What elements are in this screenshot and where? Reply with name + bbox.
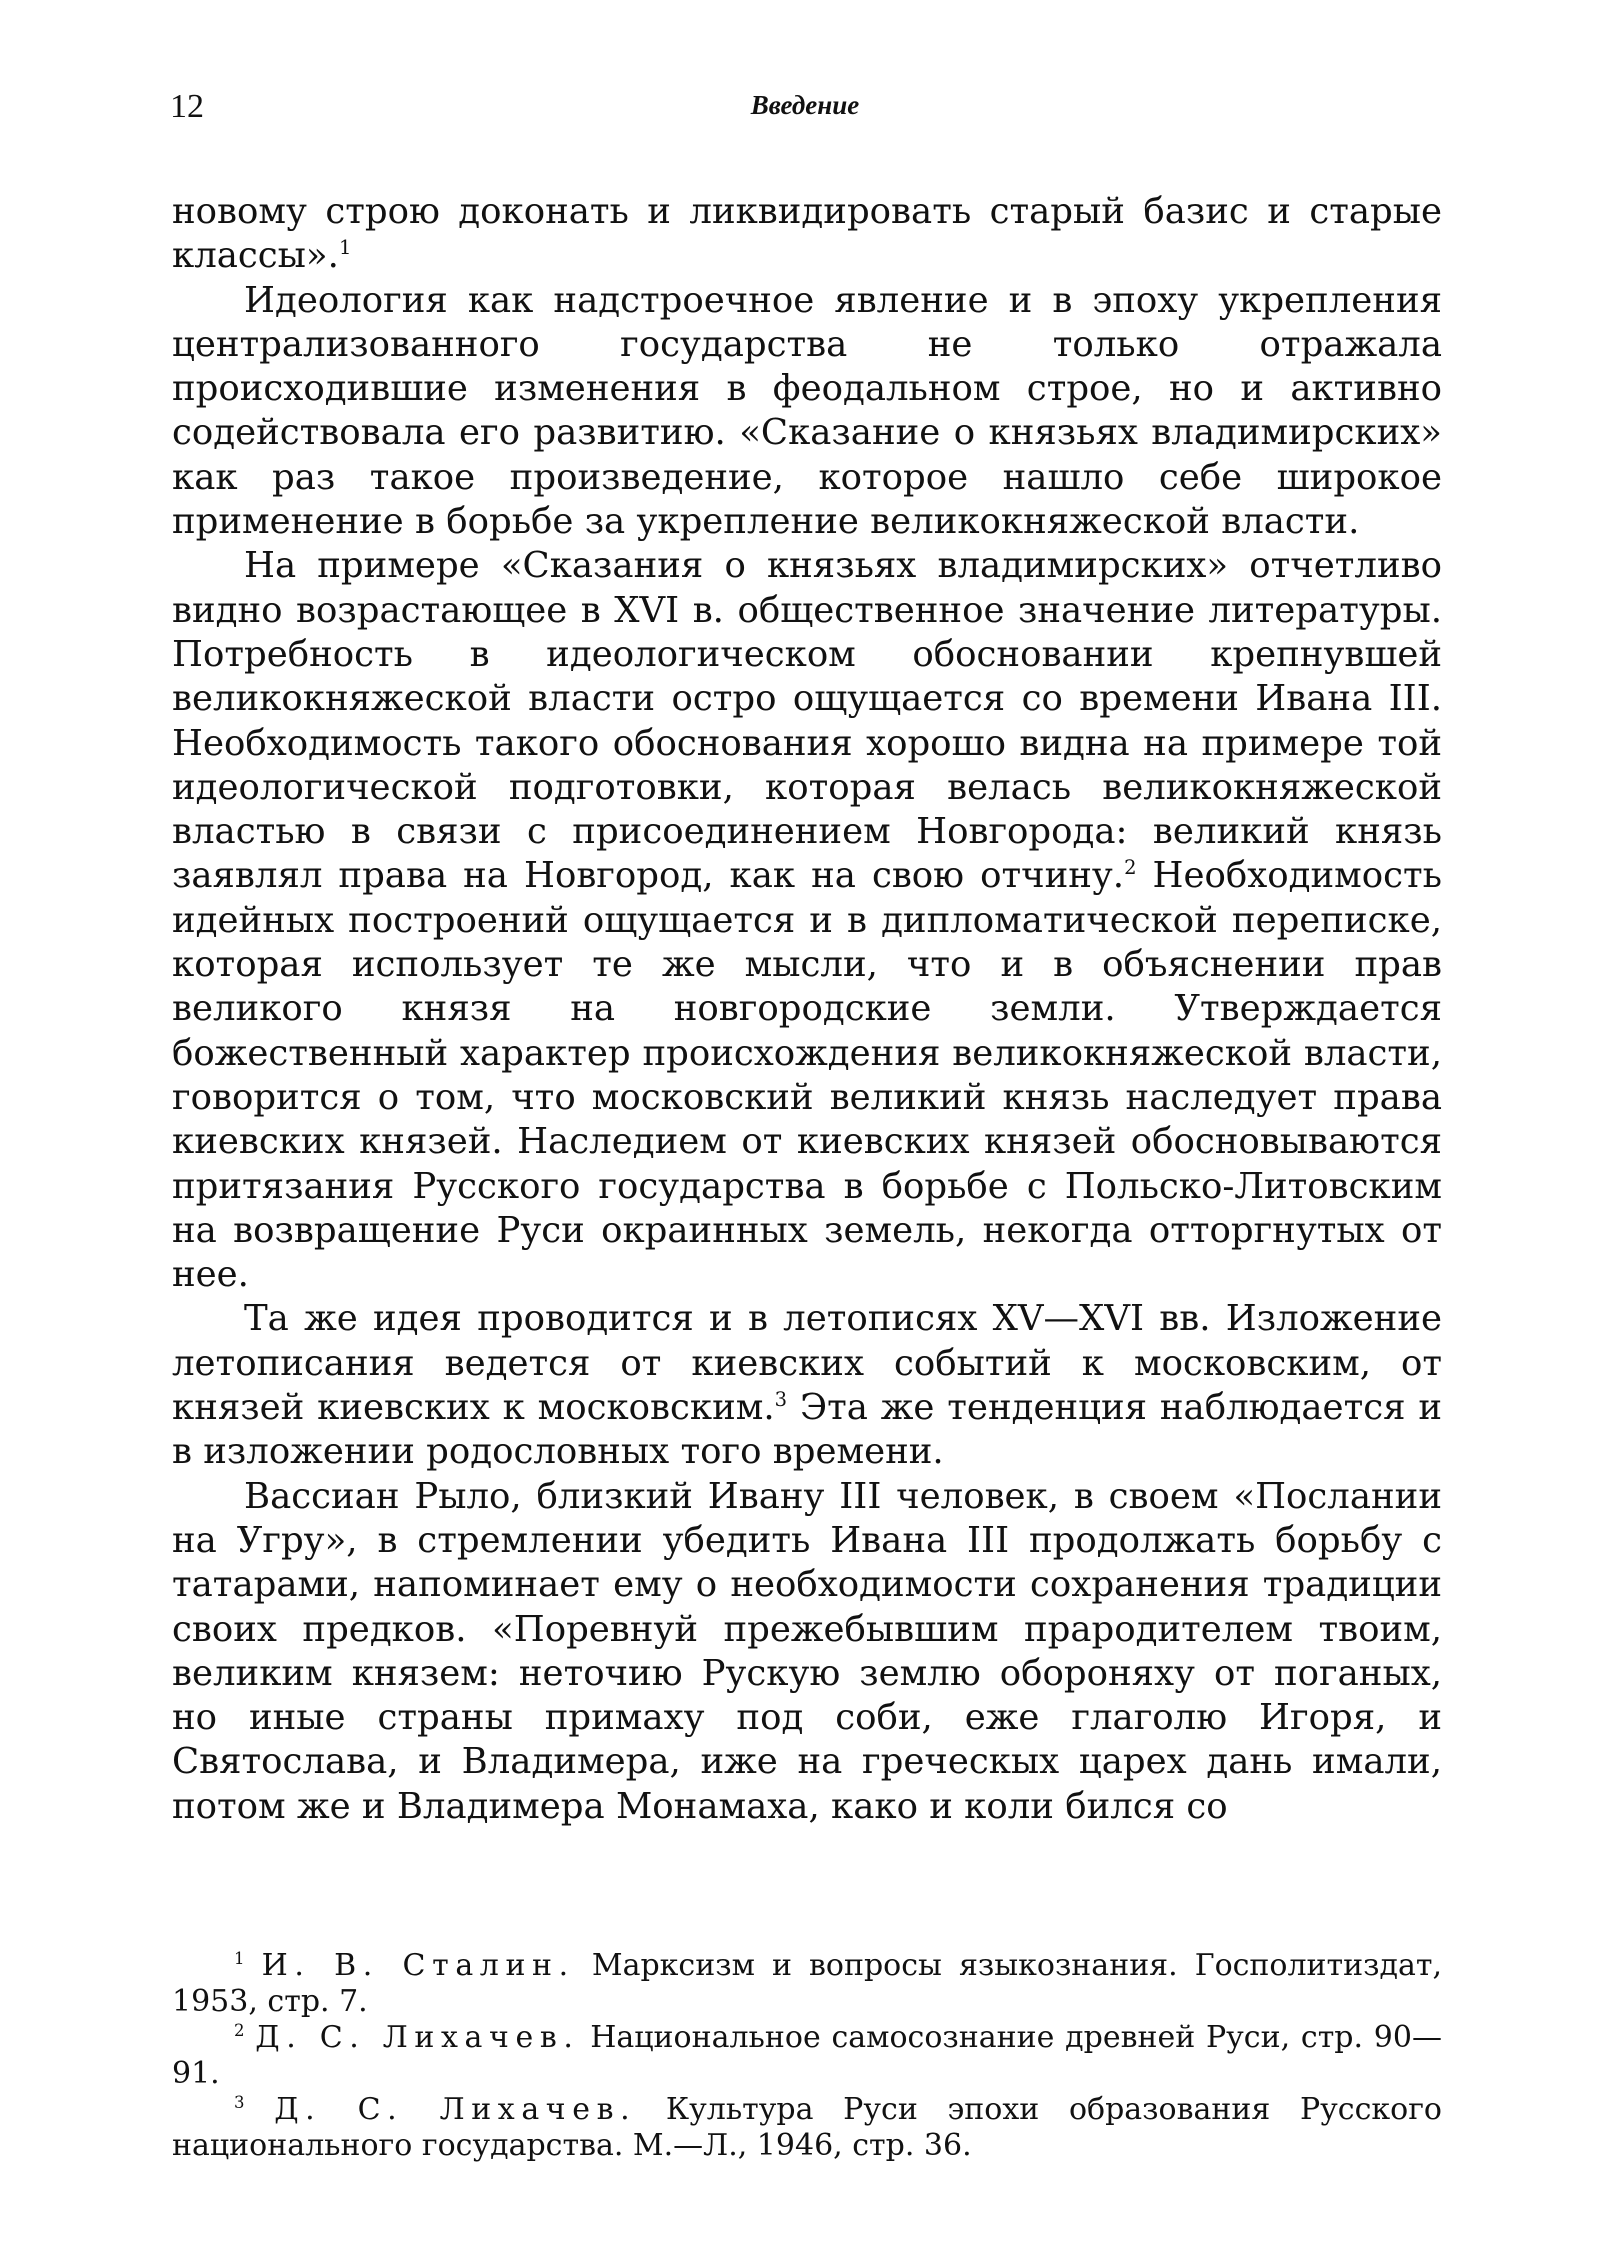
paragraph-4-text-a: Та же идея проводится и в летописях XV—XVI вв. Изложение летописания ведется от киевских событий к московским, от князей киевских к московским.	[172, 1298, 1442, 1429]
footnote-3-text: Культура Руси эпохи образования Русского национального государства. М.—Л., 1946, стр. 36.	[172, 2092, 1442, 2163]
paragraph-3	[172, 544, 1442, 1297]
footnote-mark-2: 2	[234, 2021, 245, 2040]
footnotes	[172, 1948, 1442, 2164]
main-text	[172, 190, 1442, 1829]
footnote-3	[172, 2092, 1442, 2164]
footnote-ref-1: 1	[338, 236, 352, 260]
paragraph-2: Идеология как надстроечное явление и в эпоху укрепления централизованного государства не только отражала происходившие изменения в феодальном строе, но и активно содействовала его развитию. «Сказание о князьях владимирских» как раз такое произведение, которое нашло себе широкое применение в борьбе за укрепление великокняжеской власти.	[172, 279, 1442, 543]
footnote-ref-3: 3	[774, 1388, 788, 1412]
running-title: Введение	[750, 90, 860, 120]
footnote-ref-2: 2	[1124, 856, 1137, 880]
footnote-3-author: Д. С. Лихачев.	[274, 2092, 637, 2127]
footnote-1-author: И. В. Сталин.	[261, 1948, 575, 1983]
page-header	[170, 88, 1440, 138]
paragraph-5: Вассиан Рыло, близкий Ивану III человек, в своем «Послании на Угру», в стремлении убедить Ивана III продолжать борьбу с татарами, напоминает ему о необходимости сохранения традиции своих предков. «Поревнуй прежебывшим прародителем твоим, великим князем: неточию Рускую землю обороняху от поганых, но иные страны примаху под соби, еже глаголю Игоря, и Святослава, и Владимера, иже на греческых царех дань имали, потом же и Владимера Монамаха, како и коли бился со	[172, 1475, 1442, 1827]
footnote-1	[172, 1948, 1442, 2020]
footnote-1-text: Марксизм и вопросы языкознания. Госполитиздат, 1953, стр. 7.	[172, 1948, 1442, 2019]
footnote-2	[172, 2020, 1442, 2092]
paragraph-4	[172, 1297, 1442, 1474]
paragraph-1	[172, 190, 1442, 279]
paragraph-1-text: новому строю доконать и ликвидировать старый базис и старые классы».	[172, 191, 1442, 277]
footnote-2-text: Национальное самосознание древней Руси, стр. 90—91.	[172, 2020, 1442, 2091]
paragraph-4-text-b: Эта же тенденция наблюдается и в изложении родословных того времени.	[172, 1387, 1442, 1473]
page-number: 12	[170, 88, 204, 125]
footnote-mark-1: 1	[234, 1949, 245, 1968]
footnote-2-author: Д. С. Лихачев.	[255, 2020, 580, 2055]
paragraph-3-text-b: Необходимость идейных построений ощущается и в дипломатической переписке, которая использует те же мысли, что и в объяснении прав великого князя на новгородские земли. Утверждается божественный характер происхождения великокняжеской власти, говорится о том, что московский великий князь наследует права киевских князей. Наследием от киевских князей обосновываются притязания Русского государства в борьбе с Польско-Литовским на возвращение Руси окраинных земель, некогда отторгнутых от нее.	[172, 855, 1442, 1296]
paragraph-3-text-a: На примере «Сказания о князьях владимирских» отчетливо видно возрастающее в XVI в. общественное значение литературы. Потребность в идеологическом обосновании крепнувшей великокняжеской власти остро ощущается со времени Ивана III. Необходимость такого обоснования хорошо видна на примере той идеологической подготовки, которая велась великокняжеской властью в связи с присоединением Новгорода: великий князь заявлял права на Новгород, как на свою отчину.	[172, 545, 1442, 897]
footnote-mark-3: 3	[234, 2093, 245, 2112]
